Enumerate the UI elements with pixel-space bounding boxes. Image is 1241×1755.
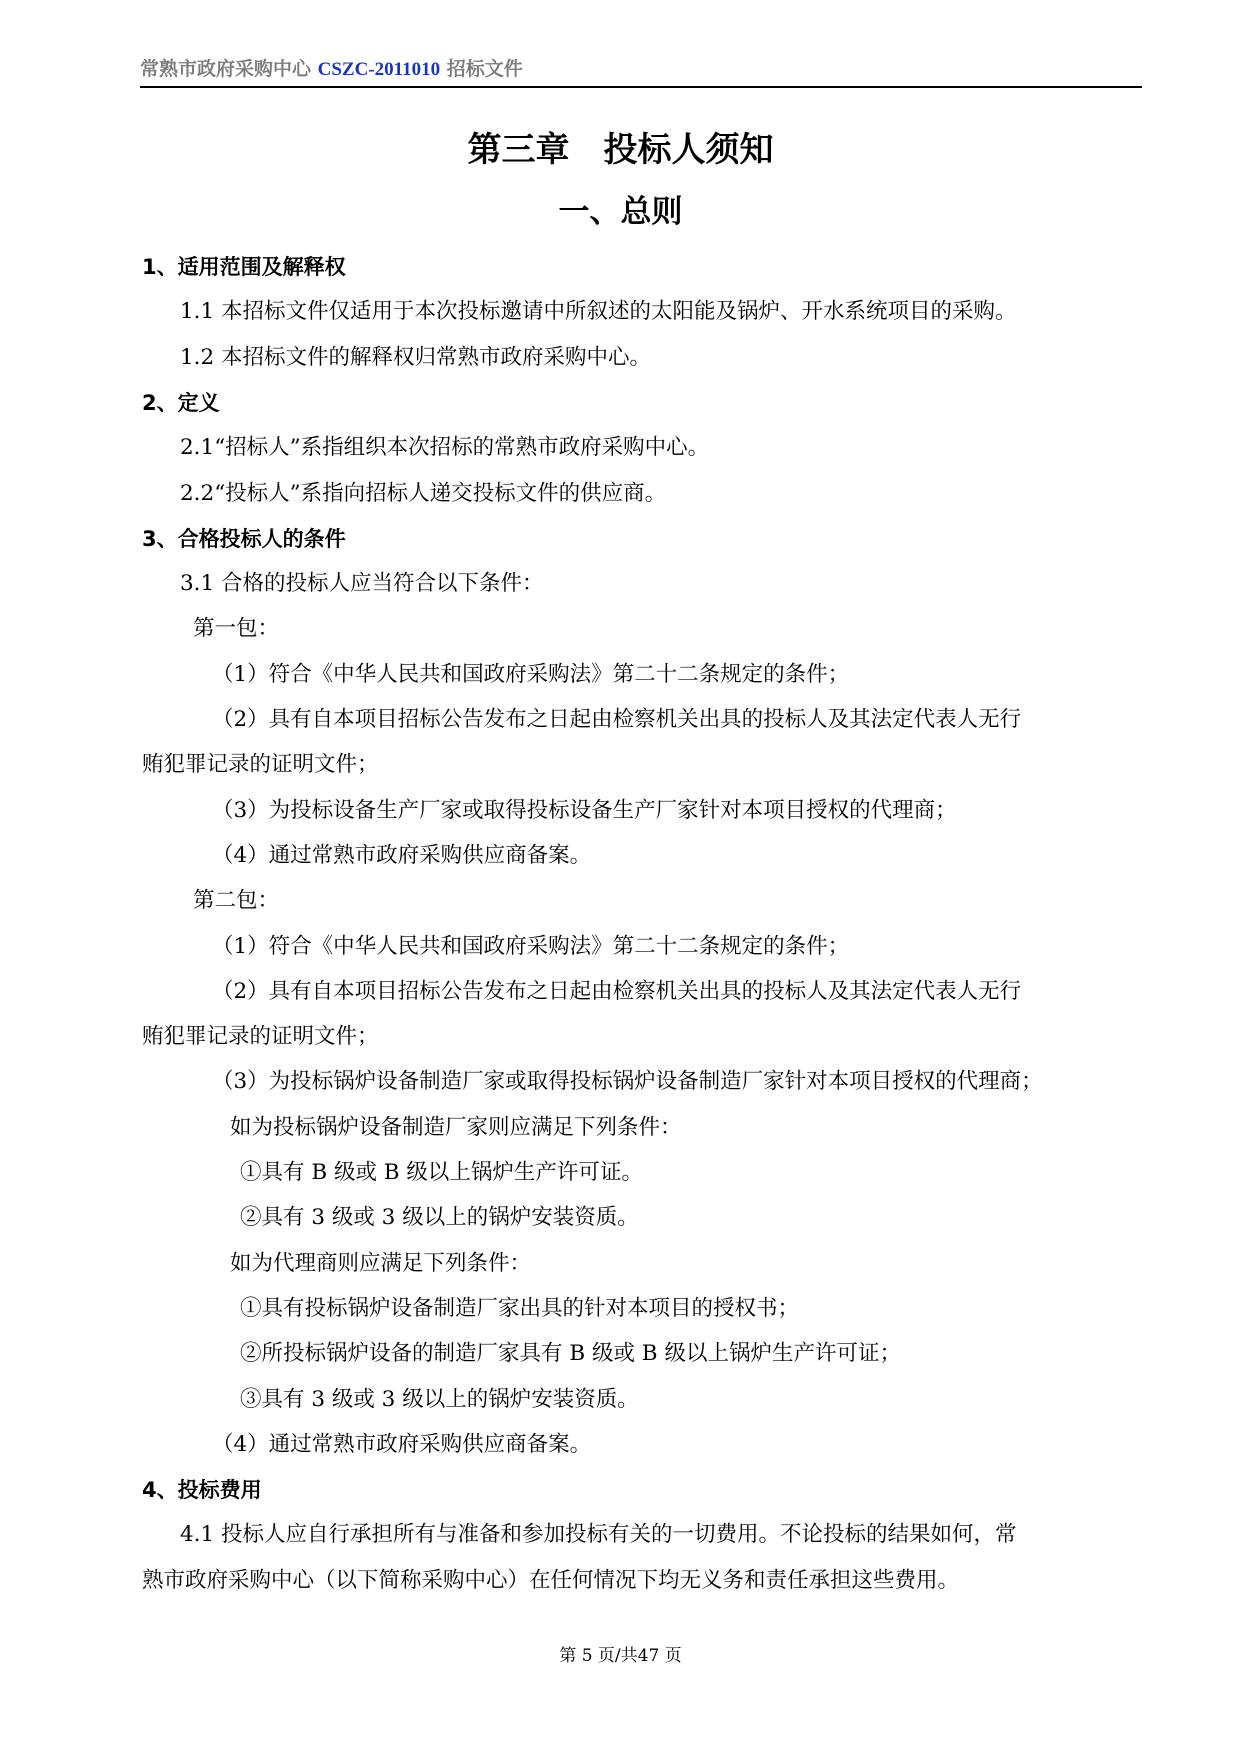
footer-page-number: 5 <box>581 1646 593 1666</box>
footer-suffix: 页 <box>664 1646 682 1666</box>
page-header <box>140 52 1142 88</box>
paragraph-line: 贿犯罪记录的证明文件； <box>142 1024 379 1049</box>
section-heading: 3、合格投标人的条件 <box>142 527 346 551</box>
paragraph-line: （4）通过常熟市政府采购供应商备案。 <box>212 1432 592 1457</box>
paragraph-line: ③具有 3 级或 3 级以上的锅炉安装资质。 <box>240 1387 639 1412</box>
footer-page-label: 第 <box>559 1646 577 1666</box>
paragraph-line: （1）符合《中华人民共和国政府采购法》第二十二条规定的条件； <box>212 934 850 959</box>
header-suffix: 招标文件 <box>446 58 523 80</box>
header-prefix: 常熟市政府采购中心 <box>140 58 312 80</box>
paragraph-line: ②所投标锅炉设备的制造厂家具有 B 级或 B 级以上锅炉生产许可证； <box>240 1341 901 1366</box>
paragraph-line: （2）具有自本项目招标公告发布之日起由检察机关出具的投标人及其法定代表人无行 <box>212 707 1022 732</box>
paragraph-line: 第二包： <box>193 888 280 913</box>
paragraph-line: ①具有投标锅炉设备制造厂家出具的针对本项目的授权书； <box>240 1296 800 1321</box>
paragraph-line: 1.2 本招标文件的解释权归常熟市政府采购中心。 <box>180 345 652 370</box>
paragraph-line: （2）具有自本项目招标公告发布之日起由检察机关出具的投标人及其法定代表人无行 <box>212 979 1022 1004</box>
paragraph-line: ①具有 B 级或 B 级以上锅炉生产许可证。 <box>240 1160 643 1185</box>
footer-mid: 页/共 <box>597 1646 638 1666</box>
page-footer <box>0 1644 1241 1668</box>
paragraph-line: 熟市政府采购中心（以下简称采购中心）在任何情况下均无义务和责任承担这些费用。 <box>142 1568 960 1593</box>
paragraph-line: 如为代理商则应满足下列条件： <box>230 1251 532 1276</box>
paragraph-line: 贿犯罪记录的证明文件； <box>142 752 379 777</box>
footer-total: 47 <box>637 1646 660 1666</box>
paragraph-line: 3.1 合格的投标人应当符合以下条件： <box>180 571 544 596</box>
header-code: CSZC-2011010 <box>317 59 441 80</box>
paragraph-line: （3）为投标锅炉设备制造厂家或取得投标锅炉设备制造厂家针对本项目授权的代理商； <box>212 1069 1043 1094</box>
paragraph-line: 4.1 投标人应自行承担所有与准备和参加投标有关的一切费用。不论投标的结果如何，常 <box>180 1522 1017 1547</box>
paragraph-line: （4）通过常熟市政府采购供应商备案。 <box>212 843 592 868</box>
paragraph-line: （3）为投标设备生产厂家或取得投标设备生产厂家针对本项目授权的代理商； <box>212 798 957 823</box>
chapter-title: 第三章 投标人须知 <box>467 130 774 170</box>
paragraph-line: 如为投标锅炉设备制造厂家则应满足下列条件： <box>230 1115 682 1140</box>
paragraph-line: 2.2“投标人”系指向招标人递交投标文件的供应商。 <box>180 481 667 506</box>
section-heading: 2、定义 <box>142 391 220 415</box>
paragraph-line: （1）符合《中华人民共和国政府采购法》第二十二条规定的条件； <box>212 662 850 687</box>
paragraph-line: ②具有 3 级或 3 级以上的锅炉安装资质。 <box>240 1205 639 1230</box>
section-heading: 1、适用范围及解释权 <box>142 255 346 279</box>
section-title: 一、总则 <box>558 194 683 230</box>
paragraph-line: 1.1 本招标文件仅适用于本次投标邀请中所叙述的太阳能及锅炉、开水系统项目的采购。 <box>180 299 1017 324</box>
paragraph-line: 2.1“招标人”系指组织本次招标的常熟市政府采购中心。 <box>180 435 710 460</box>
section-heading: 4、投标费用 <box>142 1478 262 1502</box>
paragraph-line: 第一包： <box>193 616 280 641</box>
